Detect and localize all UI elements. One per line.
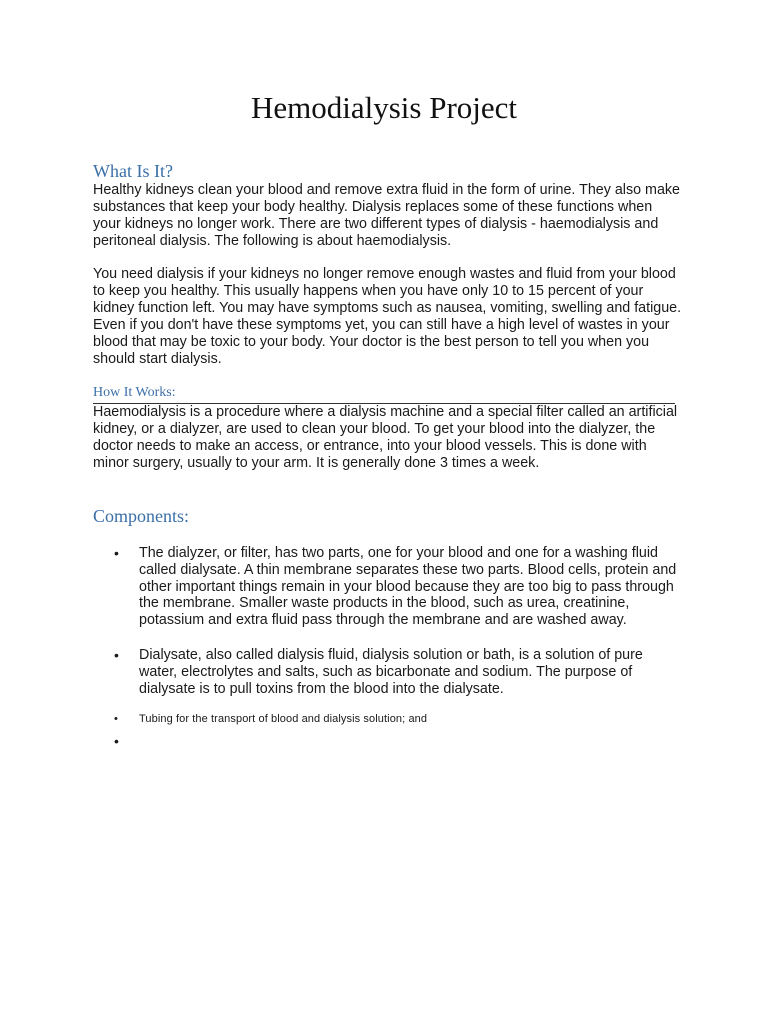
paragraph-how-it-works: Haemodialysis is a procedure where a dialysis machine and a special filter called an artificial kidney, or a dialyzer, are used to clean your blood. To get your blood into the dialyzer, the doctor needs to make an access, or entrance, into your blood vessels. This is done with minor surgery, usually to your arm. It is generally done 3 times a week. [93, 404, 678, 471]
section-heading-how-it-works: How It Works: [93, 384, 675, 404]
bullet-icon: • [114, 713, 118, 725]
document-title: Hemodialysis Project [250, 90, 518, 125]
bullet-icon: • [114, 733, 119, 749]
bullet-icon: • [114, 545, 119, 561]
list-item-text: Tubing for the transport of blood and dialysis solution; and [139, 713, 428, 725]
paragraph-what-is-it-2: You need dialysis if your kidneys no longer remove enough wastes and fluid from your blood to keep you healthy. This usually happens when you have only 10 to 15 percent of your kidney function left. You may have symptoms such as nausea, vomiting, swelling and fatigue. Even if you don't have these symptoms yet, you can still have a high level of wastes in your blood that may be toxic to your body. Your doctor is the best person to tell you when you should start dialysis. [93, 266, 682, 367]
paragraph-what-is-it-1: Healthy kidneys clean your blood and remove extra fluid in the form of urine. They also make substances that keep your body healthy. Dialysis replaces some of these functions when your kidneys no longer work. There are two different types of dialysis - haemodialysis and peritoneal dialysis. The following is about haemodialysis. [93, 182, 681, 249]
list-item-text: Dialysate, also called dialysis fluid, dialysis solution or bath, is a solution of pure water, electrolytes and salts, such as bicarbonate and sodium. The purpose of dialysate is to pull toxins from the blood into the dialysate. [139, 647, 643, 697]
section-heading-what-is-it: What Is It? [93, 161, 173, 181]
section-heading-components: Components: [93, 506, 190, 526]
bullet-icon: • [114, 647, 119, 663]
list-item-text: The dialyzer, or filter, has two parts, one for your blood and one for a washing fluid called dialysate. A thin membrane separates these two parts. Blood cells, protein and other important things remain in your blood because they are too big to pass through the membrane. Smaller waste products in the blood, such as urea, creatinine, potassium and extra fluid pass through the membrane and are washed away. [139, 545, 677, 629]
